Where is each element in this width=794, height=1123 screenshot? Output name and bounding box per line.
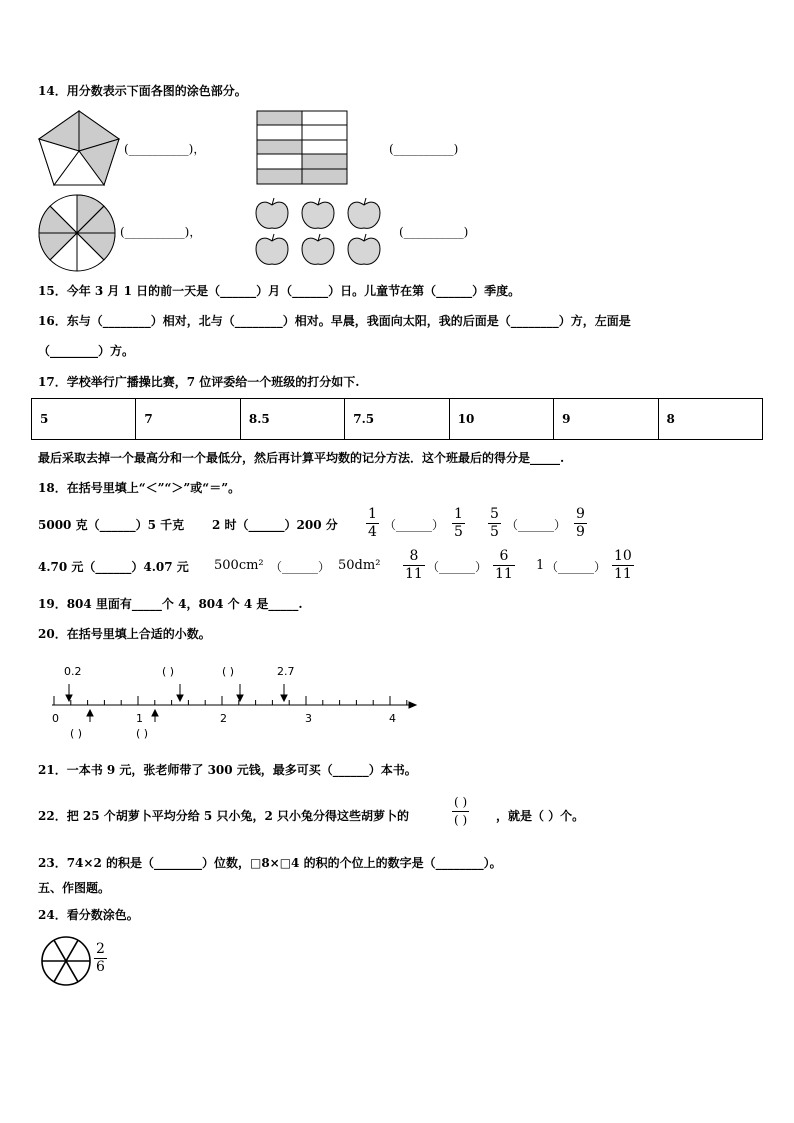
fraction [574,507,587,540]
q14-blank-c[interactable]: (__________)， [120,225,202,239]
numerator: 1 [368,506,377,522]
number-line [44,662,416,742]
denominator: 5 [490,524,499,540]
numerator[interactable]: ( ) [454,795,468,809]
top-label[interactable]: ( ) [222,665,235,678]
q15-text: 15．今年 3 月 1 日的前一天是（______）月（______）日。儿童节在第（______）季度。 [38,284,521,298]
q16-line2: （________）方。 [38,344,135,358]
table-row [32,399,763,440]
numerator: 10 [614,548,632,564]
score-cell: 7 [136,399,240,440]
top-label[interactable]: ( ) [162,665,175,678]
tick-label: 2 [220,712,227,725]
top-label: 2.7 [277,665,295,678]
q16-line1: 16．东与（________）相对，北与（________）相对。早晨，我面向太阳，我的后面是（________）方，左面是 [38,314,631,328]
score-cell: 9 [554,399,658,440]
q18-title: 18．在括号里填上“＜”“＞”或“＝”。 [38,481,241,495]
q22-text-b: ，就是（ ）个。 [496,809,585,823]
q14-blank-b[interactable]: (__________) [389,142,459,156]
q18-blank[interactable]: （______） [384,518,445,532]
denominator: 9 [576,524,585,540]
grid-figure [256,110,348,185]
q18-blank[interactable]: （______） [270,560,331,574]
apple-icon [302,234,334,264]
apple-icon [348,234,380,264]
tick-label: 4 [389,712,396,725]
q18-blank[interactable]: （______） [546,560,607,574]
pentagon-figure [36,108,122,188]
score-cell: 5 [32,399,136,440]
q18-r2b-right: 50dm² [338,558,381,573]
fraction-blank[interactable] [452,795,469,828]
numerator: 8 [409,548,419,564]
apple-icon [348,198,380,228]
fraction [366,507,379,540]
q17-title: 17．学校举行广播操比赛，7 位评委给一个班级的打分如下. [38,375,360,389]
q24-title: 24．看分数涂色。 [38,908,139,922]
tick-label: 3 [305,712,312,725]
fraction [612,549,634,582]
fraction [452,507,465,540]
q14-blank-a[interactable]: (__________)， [124,142,206,156]
denominator[interactable]: ( ) [454,813,468,827]
numerator: 2 [96,941,105,957]
q21-text: 21．一本书 9 元，张老师带了 300 元钱，最多可买（______）本书。 [38,763,417,777]
score-cell: 8 [658,399,762,440]
six-part-circle[interactable] [40,935,92,987]
q23-text: 23．74×2 的积是（________）位数，□8×□4 的积的个位上的数字是（________）。 [38,856,502,870]
score-cell: 7.5 [345,399,449,440]
section-heading: 五、作图题。 [38,881,111,895]
apple-icon [256,198,288,228]
numerator: 5 [490,506,499,522]
q18-r2a: 4.70 元（______）4.07 元 [38,560,189,574]
q18-r1a: 5000 克（______）5 千克 [38,518,185,532]
tick-label: 1 [136,712,143,725]
q18-r2c-left: 1 [536,558,545,573]
scores-table [31,398,763,440]
circle-figure [37,193,117,273]
bottom-label[interactable]: ( ) [136,727,149,740]
q17-note: 最后采取去掉一个最高分和一个最低分，然后再计算平均数的记分方法．这个班最后的得分是_____. [38,451,565,465]
denominator: 11 [405,566,423,582]
q19-text: 19．804 里面有_____个 4，804 个 4 是_____. [38,597,303,611]
fraction [94,942,107,975]
numerator: 1 [454,506,463,522]
apple-icon [256,234,288,264]
fraction [493,549,515,582]
apples-figure [253,195,388,270]
score-cell: 10 [449,399,553,440]
q18-r1b: 2 时（______）200 分 [212,518,338,532]
fraction [403,549,425,582]
bottom-label[interactable]: ( ) [70,727,83,740]
denominator: 11 [495,566,513,582]
q20-title: 20．在括号里填上合适的小数。 [38,627,211,641]
q18-blank[interactable]: （______） [506,518,567,532]
tick-label: 0 [52,712,59,725]
denominator: 5 [454,524,463,540]
numerator: 6 [499,548,509,564]
top-label: 0.2 [64,665,82,678]
denominator: 11 [614,566,632,582]
q14-blank-d[interactable]: (__________) [399,225,469,239]
q18-r2b-left: 500cm² [214,558,264,573]
numerator: 9 [576,506,585,522]
q14-title: 14．用分数表示下面各图的涂色部分。 [38,84,247,98]
score-cell: 8.5 [240,399,344,440]
q22-text-a: 22．把 25 个胡萝卜平均分给 5 只小兔，2 只小兔分得这些胡萝卜的 [38,809,409,823]
apple-icon [302,198,334,228]
denominator: 4 [368,524,377,540]
denominator: 6 [96,959,105,975]
fraction [488,507,501,540]
q18-blank[interactable]: （______） [427,560,488,574]
